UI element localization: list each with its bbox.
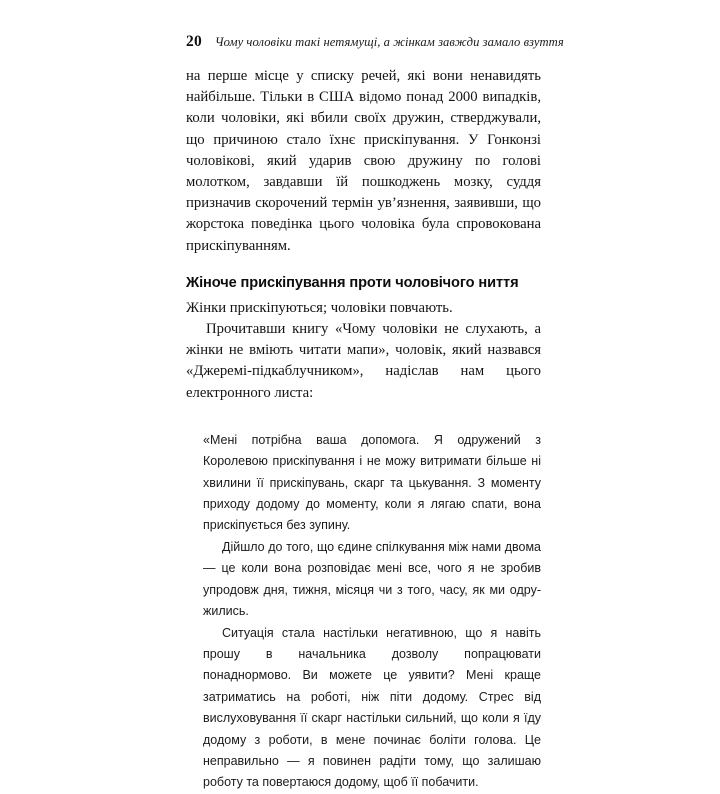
body-paragraph-lead: Жінки прискіпуються; чоловіки повчають.: [186, 299, 453, 316]
body-paragraph-continued: на перше місце у списку речей, які вони ненавидять найбільше. Тільки в США відомо понад 2000 випадків, коли чоловіки, які вбили своїх дружин, стверджували, що причиною стало їхнє прискіпування. У Гонконзі чоловікові, який ударив свою дружину по голові молотком, завдавши їй пошкоджень мозку, суддя призначив скорочений термін ув’язнення, заявивши, що жорстока поведінка цього чоловіка була спровокована прискіпуванням.: [186, 68, 541, 254]
body-paragraph-letter-intro: Прочитавши книгу «Чому чоловіки не слухають, а жінки не вміють читати мапи», чоловік, який назвався «Джеремі-підкаблучником», надіслав нам цього електронного листа:: [186, 321, 541, 401]
quote-paragraph-1: «Мені потрібна ваша допомога. Я одружений з Королевою прискіпування і не можу витримати більше ні хвилини її прискіпувань, скарг та цькування. З моменту приходу додому до моменту, коли я лягаю спати, вона прискіпується без зупину.: [203, 432, 541, 533]
quote-paragraph-2: Дійшло до того, що єдине спілкування між нами двома — це коли вона розповідає мені все, чого я не зробив упродовж дня, тижня, місяця чи з того, часу, як ми одружились.: [203, 539, 541, 619]
running-head: [186, 33, 564, 51]
quote-paragraph-3: Ситуація стала настільки негативною, що я навіть прошу в начальника дозволу попрацювати понаднормово. Ви можете це уявити? Мені краще затриматись на роботі, ніж піти додому. Стрес від вислуховування її скарг настільки сильний, що коли я їду додому з роботи, в мене починає боліти голова. Це неправильно — я повинен радіти тому, що залишаю роботу та повертаюся додому, щоб її побачити.: [203, 625, 541, 790]
page-number: 20: [186, 33, 202, 50]
running-head-title: Чому чоловіки такі нетямущі, а жінкам завжди замало взуття: [214, 35, 564, 49]
email-quote-block: [186, 404, 541, 794]
section-heading: Жіноче прискіпування проти чоловічого ниття: [186, 274, 519, 291]
text-column: [186, 66, 541, 794]
